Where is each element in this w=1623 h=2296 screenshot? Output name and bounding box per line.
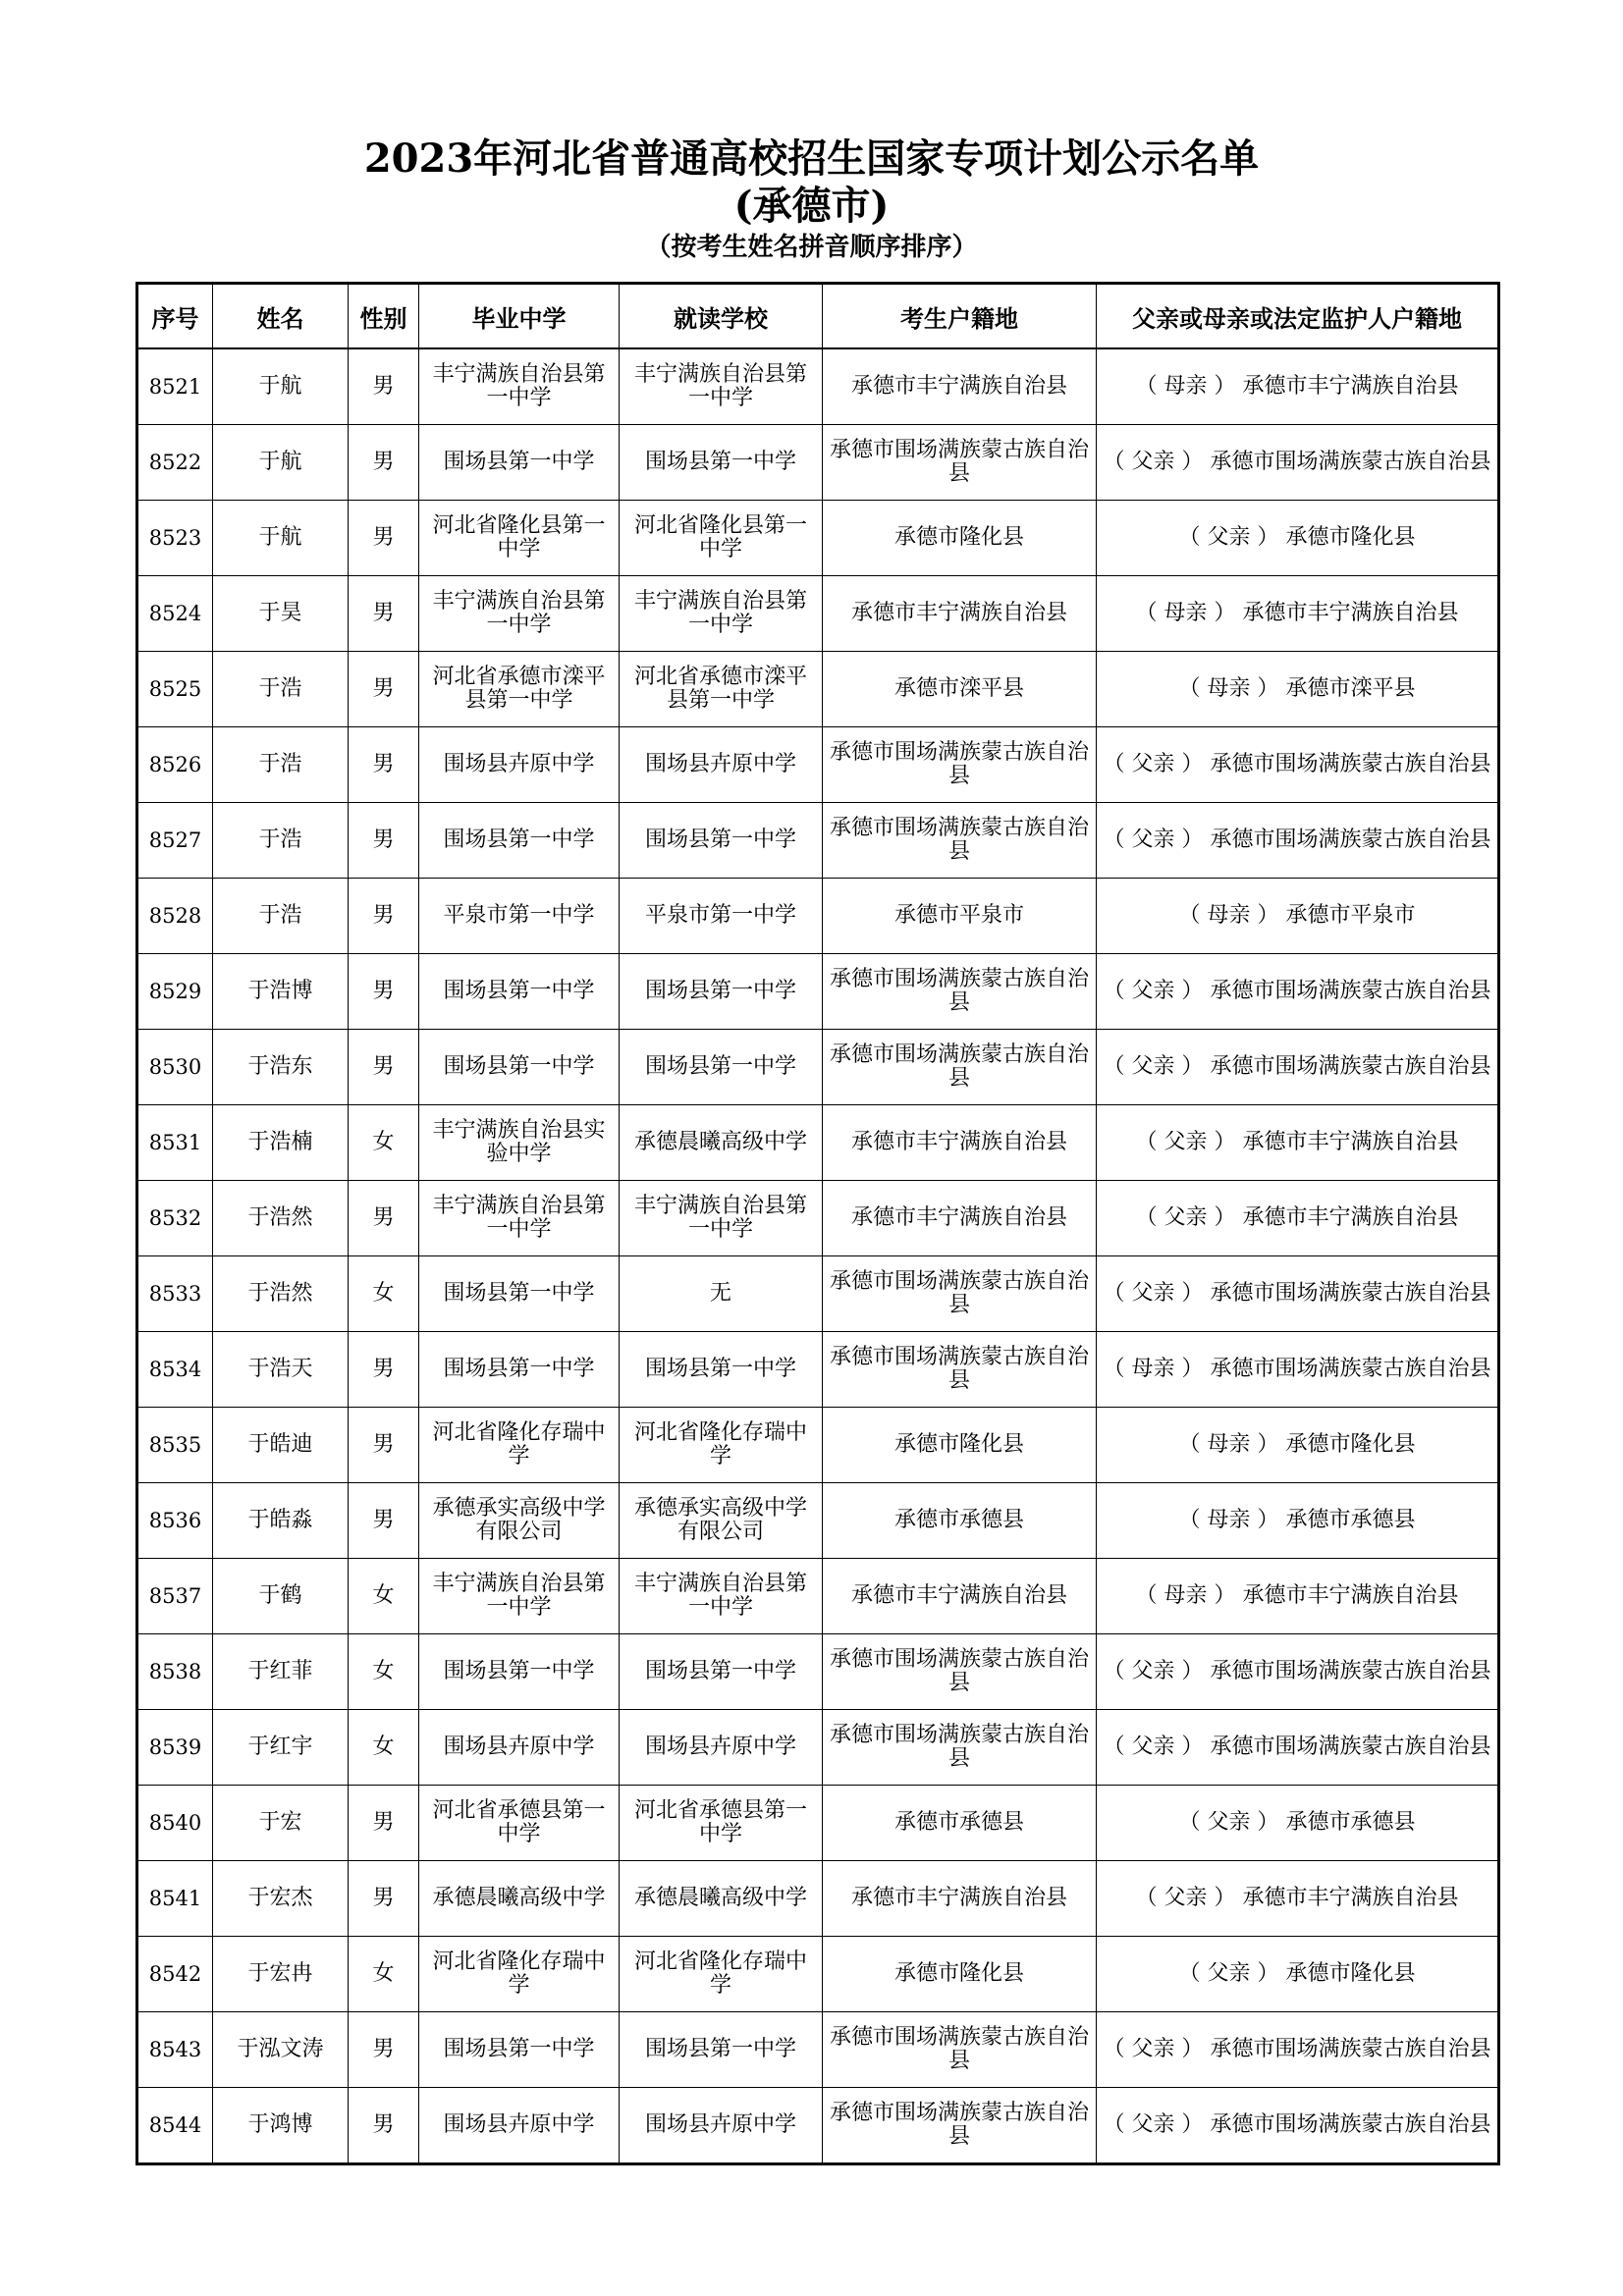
current-school-cell: 承德承实高级中学有限公司 — [620, 1483, 823, 1559]
current-school-cell: 围场县第一中学 — [620, 1030, 823, 1105]
household-registration-cell: 承德市隆化县 — [823, 501, 1097, 576]
name-cell: 于浩然 — [213, 1256, 349, 1332]
household-registration-cell: 承德市围场满族蒙古族自治县 — [823, 2012, 1097, 2088]
guardian-registration-cell: （ 母亲 ） 承德市丰宁满族自治县 — [1097, 1559, 1499, 1634]
gender-cell: 男 — [349, 1786, 419, 1861]
seq-cell: 8530 — [137, 1030, 213, 1105]
seq-cell: 8544 — [137, 2088, 213, 2164]
table-body — [137, 348, 1499, 2164]
graduated-school-cell: 围场县卉原中学 — [419, 727, 620, 803]
name-cell: 于浩博 — [213, 954, 349, 1030]
guardian-registration-cell: （ 母亲 ） 承德市隆化县 — [1097, 1408, 1499, 1483]
current-school-cell: 丰宁满族自治县第一中学 — [620, 348, 823, 425]
current-school-cell: 河北省承德市滦平县第一中学 — [620, 652, 823, 727]
name-cell: 于浩 — [213, 803, 349, 879]
guardian-registration-cell: （ 母亲 ） 承德市承德县 — [1097, 1483, 1499, 1559]
seq-cell: 8534 — [137, 1332, 213, 1408]
graduated-school-cell: 河北省承德县第一中学 — [419, 1786, 620, 1861]
household-registration-cell: 承德市围场满族蒙古族自治县 — [823, 727, 1097, 803]
guardian-registration-cell: （ 父亲 ） 承德市围场满族蒙古族自治县 — [1097, 2012, 1499, 2088]
current-school-cell: 围场县卉原中学 — [620, 2088, 823, 2164]
name-cell: 于浩楠 — [213, 1105, 349, 1181]
current-school-cell: 围场县第一中学 — [620, 2012, 823, 2088]
gender-cell: 女 — [349, 1105, 419, 1181]
seq-cell: 8531 — [137, 1105, 213, 1181]
household-registration-cell: 承德市围场满族蒙古族自治县 — [823, 425, 1097, 501]
name-cell: 于浩 — [213, 879, 349, 954]
name-cell: 于航 — [213, 425, 349, 501]
current-school-cell: 围场县第一中学 — [620, 425, 823, 501]
household-registration-cell: 承德市围场满族蒙古族自治县 — [823, 2088, 1097, 2164]
seq-cell: 8537 — [137, 1559, 213, 1634]
graduated-school-cell: 围场县第一中学 — [419, 2012, 620, 2088]
household-registration-cell: 承德市丰宁满族自治县 — [823, 348, 1097, 425]
guardian-registration-cell: （ 父亲 ） 承德市承德县 — [1097, 1786, 1499, 1861]
graduated-school-cell: 围场县第一中学 — [419, 803, 620, 879]
sort-note: （按考生姓名拼音顺序排序） — [645, 233, 978, 262]
graduated-school-cell: 承德承实高级中学有限公司 — [419, 1483, 620, 1559]
name-cell: 于鹤 — [213, 1559, 349, 1634]
guardian-registration-cell: （ 父亲 ） 承德市隆化县 — [1097, 501, 1499, 576]
guardian-registration-cell: （ 母亲 ） 承德市围场满族蒙古族自治县 — [1097, 1332, 1499, 1408]
gender-cell: 男 — [349, 2012, 419, 2088]
graduated-school-cell: 河北省隆化县第一中学 — [419, 501, 620, 576]
table-row — [137, 1332, 1499, 1408]
current-school-cell: 丰宁满族自治县第一中学 — [620, 1181, 823, 1256]
graduated-school-cell: 围场县第一中学 — [419, 425, 620, 501]
seq-cell: 8529 — [137, 954, 213, 1030]
table-header — [137, 284, 1499, 349]
seq-cell: 8541 — [137, 1861, 213, 1937]
graduated-school-cell: 丰宁满族自治县第一中学 — [419, 576, 620, 652]
name-cell: 于泓文涛 — [213, 2012, 349, 2088]
graduated-school-cell: 围场县卉原中学 — [419, 1710, 620, 1786]
col-header-household-registration: 考生户籍地 — [823, 284, 1097, 349]
name-cell: 于宏冉 — [213, 1937, 349, 2012]
gender-cell: 男 — [349, 803, 419, 879]
guardian-registration-cell: （ 母亲 ） 承德市平泉市 — [1097, 879, 1499, 954]
name-cell: 于皓淼 — [213, 1483, 349, 1559]
household-registration-cell: 承德市平泉市 — [823, 879, 1097, 954]
household-registration-cell: 承德市丰宁满族自治县 — [823, 1181, 1097, 1256]
current-school-cell: 河北省隆化存瑞中学 — [620, 1937, 823, 2012]
gender-cell: 男 — [349, 1483, 419, 1559]
guardian-registration-cell: （ 父亲 ） 承德市围场满族蒙古族自治县 — [1097, 1634, 1499, 1710]
household-registration-cell: 承德市承德县 — [823, 1483, 1097, 1559]
current-school-cell: 河北省隆化存瑞中学 — [620, 1408, 823, 1483]
guardian-registration-cell: （ 母亲 ） 承德市滦平县 — [1097, 652, 1499, 727]
seq-cell: 8536 — [137, 1483, 213, 1559]
gender-cell: 男 — [349, 501, 419, 576]
current-school-cell: 围场县第一中学 — [620, 1332, 823, 1408]
name-cell: 于航 — [213, 348, 349, 425]
col-header-graduated-school: 毕业中学 — [419, 284, 620, 349]
household-registration-cell: 承德市承德县 — [823, 1786, 1097, 1861]
gender-cell: 男 — [349, 879, 419, 954]
gender-cell: 男 — [349, 727, 419, 803]
guardian-registration-cell: （ 父亲 ） 承德市围场满族蒙古族自治县 — [1097, 727, 1499, 803]
col-header-guardian-registration: 父亲或母亲或法定监护人户籍地 — [1097, 284, 1499, 349]
guardian-registration-cell: （ 父亲 ） 承德市围场满族蒙古族自治县 — [1097, 803, 1499, 879]
graduated-school-cell: 河北省承德市滦平县第一中学 — [419, 652, 620, 727]
document-title: 2023年河北省普通高校招生国家专项计划公示名单 — [363, 135, 1260, 182]
name-cell: 于航 — [213, 501, 349, 576]
table-row — [137, 1559, 1499, 1634]
gender-cell: 男 — [349, 348, 419, 425]
table-row — [137, 727, 1499, 803]
gender-cell: 男 — [349, 1030, 419, 1105]
gender-cell: 男 — [349, 652, 419, 727]
guardian-registration-cell: （ 父亲 ） 承德市围场满族蒙古族自治县 — [1097, 1030, 1499, 1105]
table-row — [137, 1181, 1499, 1256]
table-row — [137, 501, 1499, 576]
table-row — [137, 1105, 1499, 1181]
name-cell: 于浩 — [213, 652, 349, 727]
table-row — [137, 1710, 1499, 1786]
col-header-name: 姓名 — [213, 284, 349, 349]
name-cell: 于皓迪 — [213, 1408, 349, 1483]
name-cell: 于浩天 — [213, 1332, 349, 1408]
seq-cell: 8523 — [137, 501, 213, 576]
graduated-school-cell: 丰宁满族自治县第一中学 — [419, 348, 620, 425]
graduated-school-cell: 丰宁满族自治县第一中学 — [419, 1559, 620, 1634]
guardian-registration-cell: （ 父亲 ） 承德市隆化县 — [1097, 1937, 1499, 2012]
household-registration-cell: 承德市围场满族蒙古族自治县 — [823, 1256, 1097, 1332]
gender-cell: 女 — [349, 1710, 419, 1786]
seq-cell: 8543 — [137, 2012, 213, 2088]
table-row — [137, 1634, 1499, 1710]
name-cell: 于鸿博 — [213, 2088, 349, 2164]
household-registration-cell: 承德市丰宁满族自治县 — [823, 576, 1097, 652]
col-header-seq: 序号 — [137, 284, 213, 349]
household-registration-cell: 承德市丰宁满族自治县 — [823, 1105, 1097, 1181]
household-registration-cell: 承德市围场满族蒙古族自治县 — [823, 1634, 1097, 1710]
current-school-cell: 围场县第一中学 — [620, 1634, 823, 1710]
seq-cell: 8542 — [137, 1937, 213, 2012]
seq-cell: 8533 — [137, 1256, 213, 1332]
household-registration-cell: 承德市丰宁满族自治县 — [823, 1559, 1097, 1634]
name-cell: 于红菲 — [213, 1634, 349, 1710]
guardian-registration-cell: （ 父亲 ） 承德市围场满族蒙古族自治县 — [1097, 954, 1499, 1030]
table-row — [137, 2012, 1499, 2088]
seq-cell: 8532 — [137, 1181, 213, 1256]
current-school-cell: 丰宁满族自治县第一中学 — [620, 576, 823, 652]
table-row — [137, 879, 1499, 954]
guardian-registration-cell: （ 父亲 ） 承德市围场满族蒙古族自治县 — [1097, 1256, 1499, 1332]
gender-cell: 男 — [349, 954, 419, 1030]
name-cell: 于浩然 — [213, 1181, 349, 1256]
current-school-cell: 河北省承德县第一中学 — [620, 1786, 823, 1861]
table-row — [137, 2088, 1499, 2164]
table-row — [137, 348, 1499, 425]
gender-cell: 男 — [349, 1332, 419, 1408]
current-school-cell: 平泉市第一中学 — [620, 879, 823, 954]
guardian-registration-cell: （ 父亲 ） 承德市丰宁满族自治县 — [1097, 1861, 1499, 1937]
table-row — [137, 954, 1499, 1030]
table-row — [137, 652, 1499, 727]
guardian-registration-cell: （ 父亲 ） 承德市丰宁满族自治县 — [1097, 1181, 1499, 1256]
table-row — [137, 1483, 1499, 1559]
graduated-school-cell: 围场县第一中学 — [419, 1634, 620, 1710]
table-row — [137, 1408, 1499, 1483]
name-cell: 于红宇 — [213, 1710, 349, 1786]
gender-cell: 男 — [349, 1408, 419, 1483]
seq-cell: 8522 — [137, 425, 213, 501]
household-registration-cell: 承德市围场满族蒙古族自治县 — [823, 1710, 1097, 1786]
table-row — [137, 1937, 1499, 2012]
gender-cell: 女 — [349, 1937, 419, 2012]
household-registration-cell: 承德市围场满族蒙古族自治县 — [823, 1332, 1097, 1408]
gender-cell: 女 — [349, 1256, 419, 1332]
household-registration-cell: 承德市隆化县 — [823, 1937, 1097, 2012]
table-row — [137, 576, 1499, 652]
current-school-cell: 承德晨曦高级中学 — [620, 1105, 823, 1181]
table-row — [137, 1861, 1499, 1937]
guardian-registration-cell: （ 父亲 ） 承德市围场满族蒙古族自治县 — [1097, 425, 1499, 501]
gender-cell: 女 — [349, 1559, 419, 1634]
col-header-gender: 性别 — [349, 284, 419, 349]
current-school-cell: 围场县第一中学 — [620, 803, 823, 879]
gender-cell: 女 — [349, 1634, 419, 1710]
current-school-cell: 围场县卉原中学 — [620, 727, 823, 803]
graduated-school-cell: 围场县第一中学 — [419, 1030, 620, 1105]
gender-cell: 男 — [349, 1861, 419, 1937]
name-cell: 于昊 — [213, 576, 349, 652]
current-school-cell: 无 — [620, 1256, 823, 1332]
graduated-school-cell: 承德晨曦高级中学 — [419, 1861, 620, 1937]
graduated-school-cell: 围场县第一中学 — [419, 1332, 620, 1408]
graduated-school-cell: 丰宁满族自治县实验中学 — [419, 1105, 620, 1181]
table-row — [137, 803, 1499, 879]
seq-cell: 8525 — [137, 652, 213, 727]
household-registration-cell: 承德市围场满族蒙古族自治县 — [823, 954, 1097, 1030]
col-header-current-school: 就读学校 — [620, 284, 823, 349]
graduated-school-cell: 丰宁满族自治县第一中学 — [419, 1181, 620, 1256]
graduated-school-cell: 河北省隆化存瑞中学 — [419, 1937, 620, 2012]
seq-cell: 8535 — [137, 1408, 213, 1483]
roster-table — [135, 282, 1500, 2165]
household-registration-cell: 承德市围场满族蒙古族自治县 — [823, 803, 1097, 879]
current-school-cell: 丰宁满族自治县第一中学 — [620, 1559, 823, 1634]
guardian-registration-cell: （ 父亲 ） 承德市丰宁满族自治县 — [1097, 1105, 1499, 1181]
current-school-cell: 承德晨曦高级中学 — [620, 1861, 823, 1937]
seq-cell: 8528 — [137, 879, 213, 954]
table-row — [137, 425, 1499, 501]
gender-cell: 男 — [349, 425, 419, 501]
household-registration-cell: 承德市围场满族蒙古族自治县 — [823, 1030, 1097, 1105]
seq-cell: 8538 — [137, 1634, 213, 1710]
household-registration-cell: 承德市丰宁满族自治县 — [823, 1861, 1097, 1937]
graduated-school-cell: 围场县第一中学 — [419, 1256, 620, 1332]
document-subtitle: (承德市) — [733, 183, 890, 229]
table-row — [137, 1256, 1499, 1332]
name-cell: 于浩东 — [213, 1030, 349, 1105]
current-school-cell: 河北省隆化县第一中学 — [620, 501, 823, 576]
seq-cell: 8524 — [137, 576, 213, 652]
current-school-cell: 围场县卉原中学 — [620, 1710, 823, 1786]
seq-cell: 8526 — [137, 727, 213, 803]
gender-cell: 男 — [349, 1181, 419, 1256]
seq-cell: 8521 — [137, 348, 213, 425]
graduated-school-cell: 平泉市第一中学 — [419, 879, 620, 954]
household-registration-cell: 承德市滦平县 — [823, 652, 1097, 727]
seq-cell: 8540 — [137, 1786, 213, 1861]
guardian-registration-cell: （ 父亲 ） 承德市围场满族蒙古族自治县 — [1097, 1710, 1499, 1786]
graduated-school-cell: 围场县第一中学 — [419, 954, 620, 1030]
seq-cell: 8527 — [137, 803, 213, 879]
guardian-registration-cell: （ 父亲 ） 承德市围场满族蒙古族自治县 — [1097, 2088, 1499, 2164]
guardian-registration-cell: （ 母亲 ） 承德市丰宁满族自治县 — [1097, 348, 1499, 425]
current-school-cell: 围场县第一中学 — [620, 954, 823, 1030]
gender-cell: 男 — [349, 2088, 419, 2164]
graduated-school-cell: 河北省隆化存瑞中学 — [419, 1408, 620, 1483]
table-row — [137, 1786, 1499, 1861]
name-cell: 于宏杰 — [213, 1861, 349, 1937]
gender-cell: 男 — [349, 576, 419, 652]
name-cell: 于浩 — [213, 727, 349, 803]
guardian-registration-cell: （ 母亲 ） 承德市丰宁满族自治县 — [1097, 576, 1499, 652]
name-cell: 于宏 — [213, 1786, 349, 1861]
seq-cell: 8539 — [137, 1710, 213, 1786]
household-registration-cell: 承德市隆化县 — [823, 1408, 1097, 1483]
graduated-school-cell: 围场县卉原中学 — [419, 2088, 620, 2164]
table-row — [137, 1030, 1499, 1105]
